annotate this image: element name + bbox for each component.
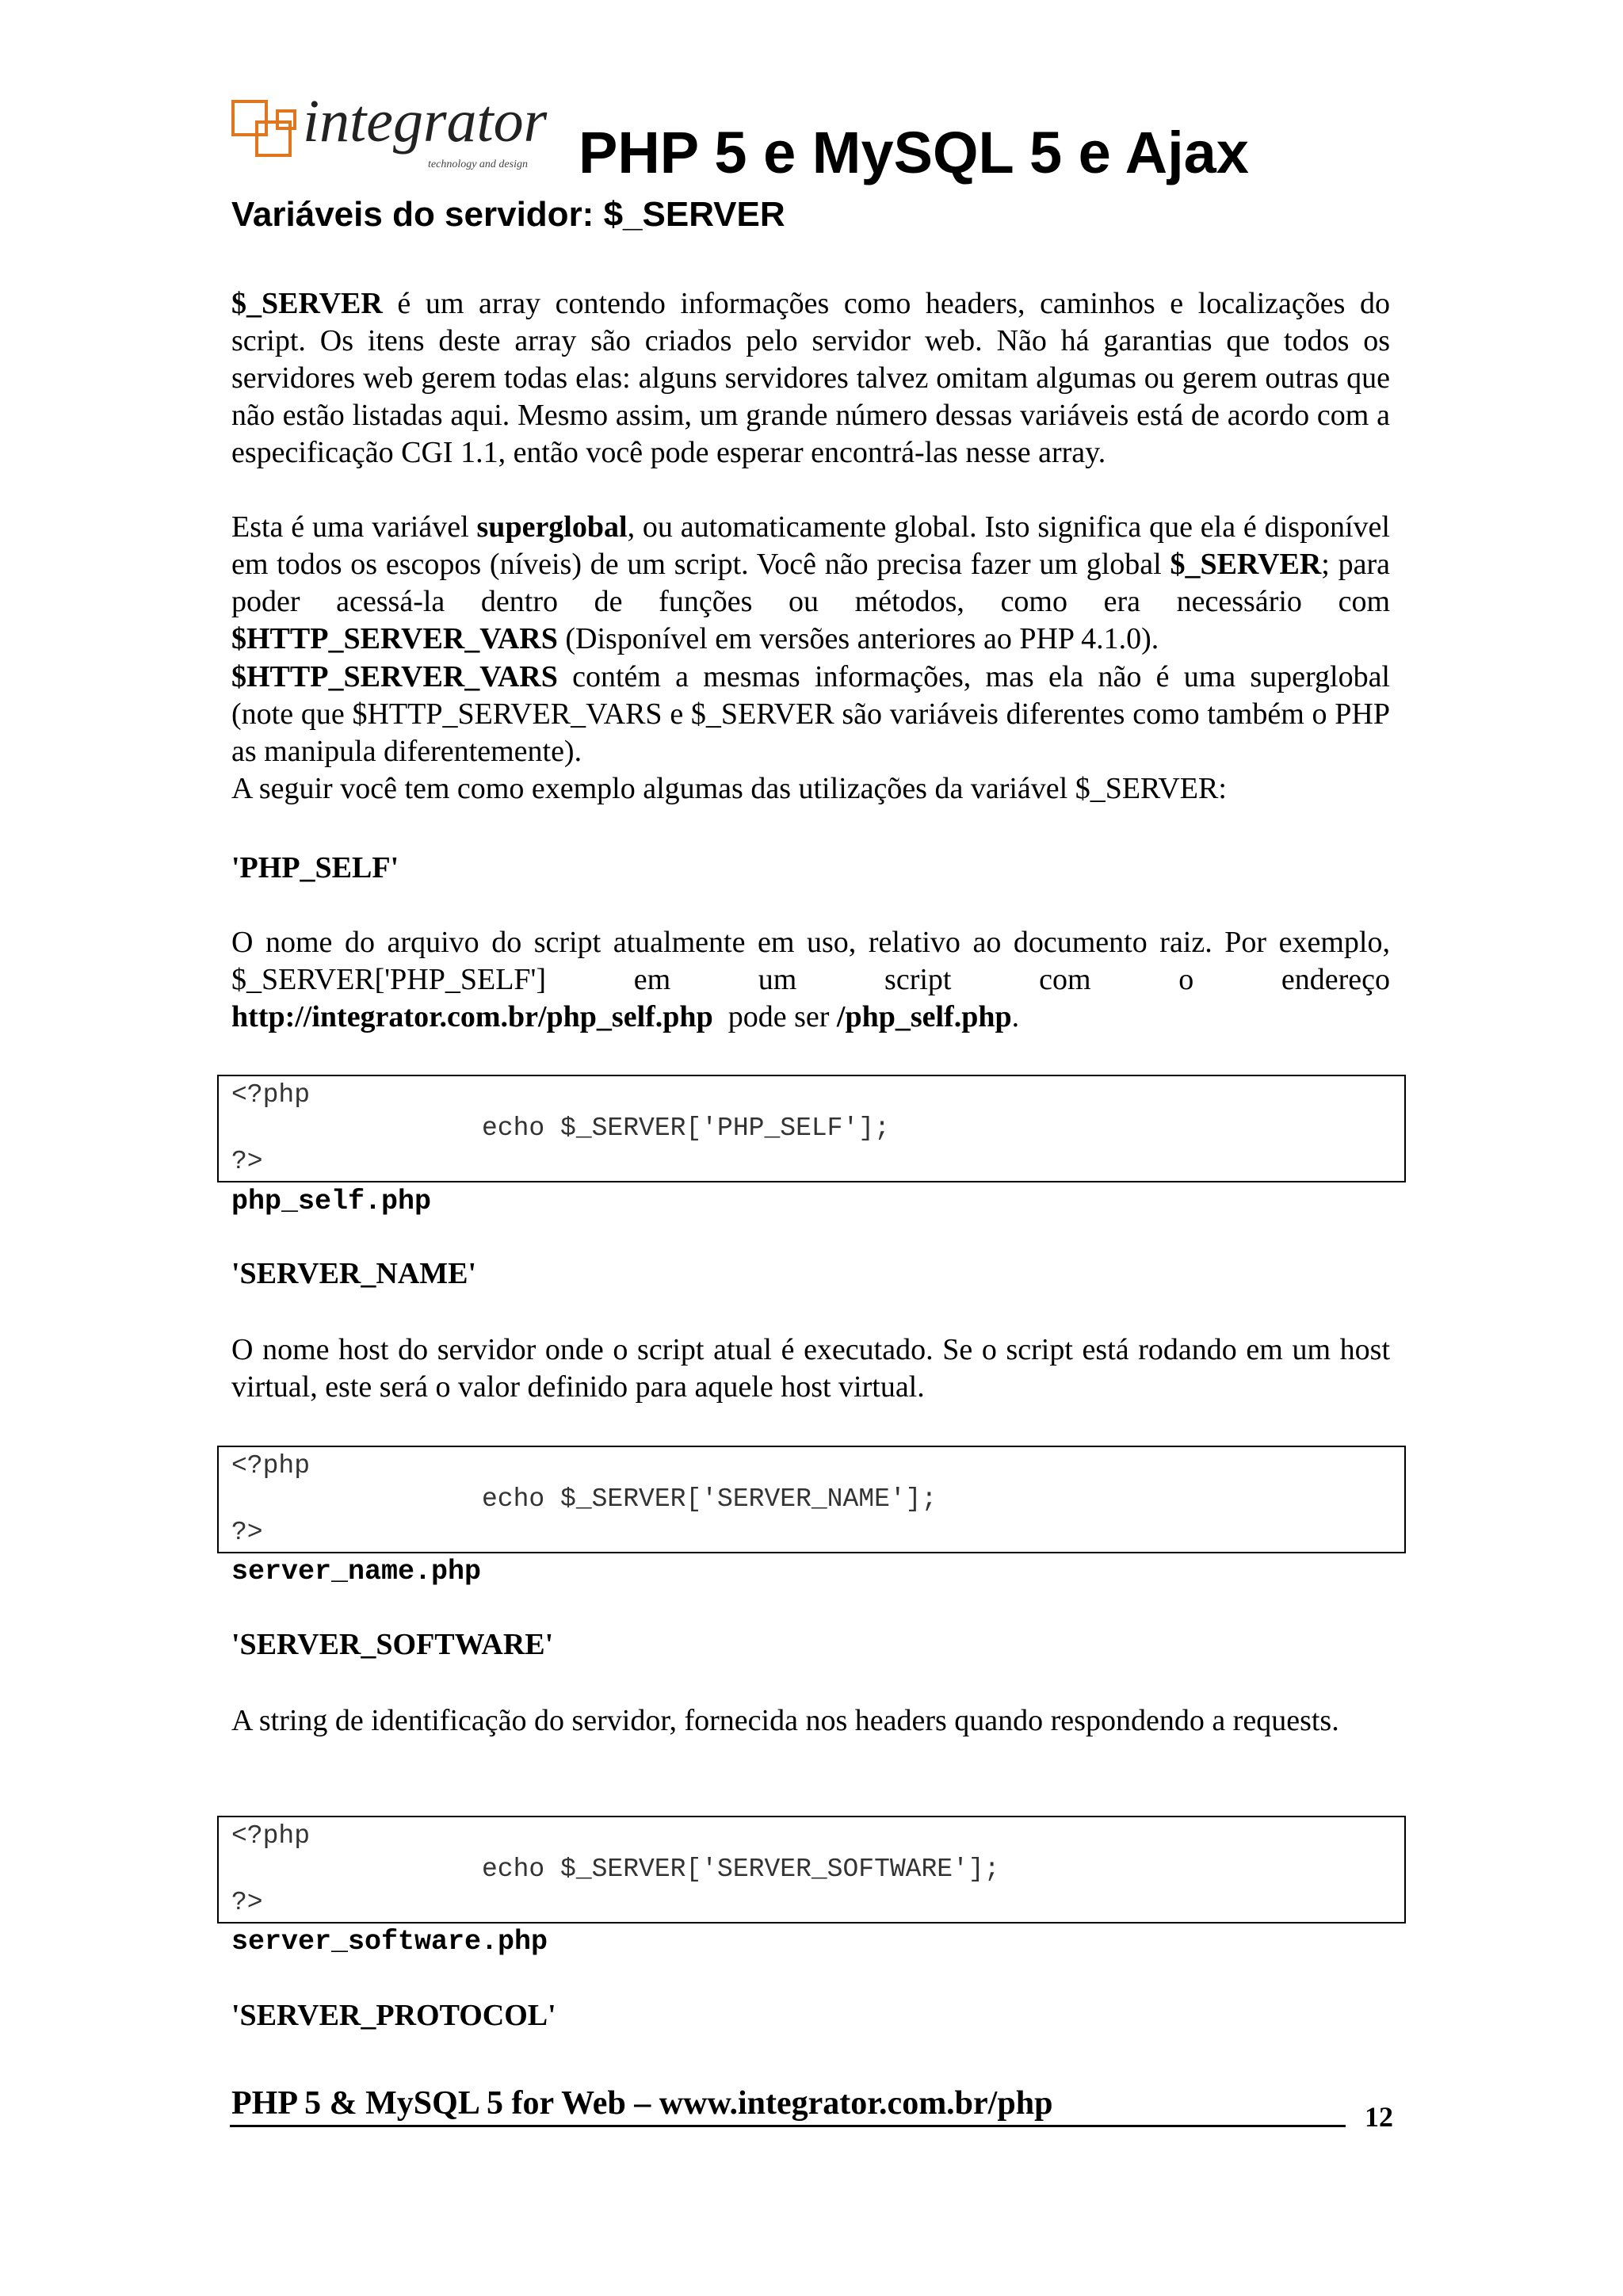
entry-desc-server-software: A string de identificação do servidor, fornecida nos headers quando respondendo a requests. [231, 1704, 1339, 1737]
filename-server-software: server_software.php [231, 1926, 548, 1958]
code-open-tag: <?php [231, 1821, 311, 1851]
code-close-tag: ?> [231, 1888, 263, 1917]
footer-divider [230, 2125, 1346, 2127]
intro-paragraph-3-text: contém a mesmas informações, mas ela não é uma superglobal (note que $HTTP_SERVER_VARS e $_SERVER são variáveis diferentes como também o PHP as manipula diferentemente). [231, 660, 1390, 768]
code-echo-line: echo $_SERVER['SERVER_NAME']; [482, 1484, 938, 1514]
php-self-url-bold: http://integrator.com.br/php_self.php [231, 1000, 713, 1033]
entry-desc-server-name: O nome host do servidor onde o script atual é executado. Se o script está rodando em um host virtual, este será o valor definido para aquele host virtual. [231, 1333, 1390, 1404]
server-var-bold-2: $_SERVER [1170, 548, 1322, 581]
intro-paragraph-1-text: é um array contendo informações como headers, caminhos e localizações do script. Os itens deste array são criados pelo servidor web. Não há garantias que todos os servidores web gerem todas elas: alguns servidores talvez omitam algumas ou gerem outras que não estão listadas aqui. Mesmo assim, um grande número dessas variáveis está de acordo com a especificação CGI 1.1, então você pode esperar encontrá-las nesse array. [231, 287, 1390, 469]
php-self-desc-a: O nome do arquivo do script atualmente em uso, relativo ao documento raiz. Por exemplo, $_SERVER['PHP_SELF'] em um script com o endereço [231, 926, 1390, 996]
logo-tagline: technology and design [428, 159, 528, 170]
logo-wordmark: integrator [303, 88, 548, 155]
logo-squares-icon [230, 97, 301, 168]
intro-paragraph-1 [231, 285, 1390, 472]
intro-paragraph-4 [231, 770, 1390, 808]
entry-heading-server-software: 'SERVER_SOFTWARE' [231, 1628, 554, 1661]
entry-heading-server-protocol: 'SERVER_PROTOCOL' [231, 1999, 556, 2032]
footer-text: PHP 5 & MySQL 5 for Web – www.integrator.com.br/php [231, 2085, 1053, 2122]
book-title: PHP 5 e MySQL 5 e Ajax [579, 120, 1249, 185]
page-number: 12 [1365, 2101, 1393, 2133]
server-var-bold: $_SERVER [231, 287, 383, 320]
http-server-vars-bold-2: $HTTP_SERVER_VARS [231, 660, 558, 693]
entry-heading-server-name: 'SERVER_NAME' [231, 1257, 477, 1290]
php-self-desc-c: pode ser [712, 1000, 837, 1033]
filename-php-self: php_self.php [231, 1186, 432, 1217]
code-close-tag: ?> [231, 1147, 263, 1176]
intro-paragraph-2 [231, 509, 1390, 658]
p2-text-g: (Disponível em versões anteriores ao PHP 4.1.0). [557, 622, 1159, 655]
p2-text-e: ; para poder acessá-la dentro de funções ou métodos, como era necessário com [231, 548, 1390, 618]
superglobal-bold: superglobal [476, 510, 628, 544]
code-box-server-software [217, 1816, 1406, 1924]
php-self-path-bold: /php_self.php [836, 1000, 1012, 1033]
filename-server-name: server_name.php [231, 1556, 482, 1587]
code-box-server-name [217, 1446, 1406, 1553]
entry-heading-php-self: 'PHP_SELF' [231, 851, 399, 884]
p2-text-c: , ou automaticamente global. Isto significa que ela é disponível em todos os escopos (níveis) de um script. Você não precisa fazer um global [231, 510, 1390, 581]
integrator-logo [230, 88, 548, 173]
entry-desc-php-self [231, 924, 1390, 1036]
code-echo-line: echo $_SERVER['PHP_SELF']; [482, 1114, 890, 1143]
intro-paragraph-4-text: A seguir você tem como exemplo algumas das utilizações da variável $_SERVER: [231, 772, 1227, 805]
code-echo-line: echo $_SERVER['SERVER_SOFTWARE']; [482, 1855, 1000, 1884]
p2-text-a: Esta é uma variável [231, 510, 477, 544]
intro-paragraph-3 [231, 659, 1390, 770]
code-open-tag: <?php [231, 1080, 311, 1110]
code-close-tag: ?> [231, 1518, 263, 1547]
code-open-tag: <?php [231, 1451, 311, 1480]
section-title: Variáveis do servidor: $_SERVER [231, 195, 785, 234]
php-self-desc-e: . [1011, 1000, 1020, 1033]
http-server-vars-bold: $HTTP_SERVER_VARS [231, 622, 558, 655]
code-box-php-self [217, 1075, 1406, 1182]
